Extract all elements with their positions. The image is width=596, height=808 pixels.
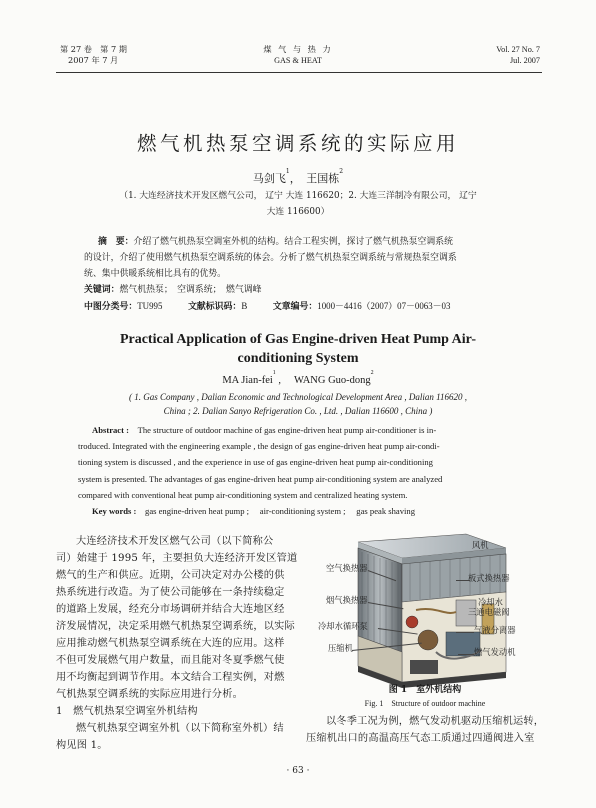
header-date-en: Jul. 2007 <box>509 56 540 65</box>
author-1-en: MA Jian-fei <box>222 375 273 386</box>
title-en <box>0 330 596 368</box>
abstract-cn <box>84 234 514 315</box>
article-no-value: 1000－4416（2007）07－0063－03 <box>317 301 451 311</box>
text-line: 司）始建于 1995 年，主要担负大连经济开发区管道 <box>56 553 298 564</box>
title-en-line2: conditioning System <box>237 351 359 366</box>
leader-line <box>458 654 474 655</box>
journal-title-en: GAS & HEAT <box>274 56 322 65</box>
label-three-way-valve: 三通电磁阀 <box>468 607 510 617</box>
leader-line <box>456 632 474 633</box>
affiliation-cn <box>0 188 596 220</box>
classification-line <box>84 298 514 315</box>
label-compressor: 压缩机 <box>328 643 353 653</box>
text-line: 的道路上发展，经充分市场调研并结合大连地区经 <box>56 604 285 615</box>
abstract-cn-line2: 的设计，介绍了使用燃气机热泵空调系统的体会。分析了燃气机热泵空调系统与常规热泵空调系 <box>84 253 457 263</box>
title-en-line1: Practical Application of Gas Engine-driven Heat Pump Air- <box>119 332 477 347</box>
abstract-cn-label: 摘 要： <box>98 237 134 247</box>
leader-line <box>456 580 470 581</box>
authors-en <box>0 372 596 387</box>
author-2-en: WANG Guo-dong <box>293 375 371 386</box>
clc-label: 中图分类号： <box>84 302 138 312</box>
keywords-cn-label: 关键词： <box>84 285 120 295</box>
author-1-sup: 1 <box>285 168 290 175</box>
abstract-en-line4: system is presented. The advantages of gas engine-driven heat pump air-conditioning system are analyzed <box>78 473 443 484</box>
label-cooling-water: 冷却水 <box>478 597 503 607</box>
affiliation-cn-line2: 大连 116600） <box>266 207 330 217</box>
text-line: 压缩机出口的高温高压气态工质通过四通阀进入室 <box>306 733 535 744</box>
text-line: 热系统进行改造。为了使公司能够在一条持续稳定 <box>56 587 285 598</box>
clc-value: TU995 <box>137 301 163 311</box>
abstract-en <box>78 422 518 519</box>
text-line: 不但可发展燃气用户数量，而且能对冬夏季燃气使 <box>56 655 285 666</box>
text-line: 大连经济技术开发区燃气公司（以下简称公 <box>76 536 274 547</box>
label-cooling-pump: 冷却水循环泵 <box>318 621 368 631</box>
journal-title-cn: 煤 气 与 热 力 <box>263 44 333 54</box>
author-2-en-sup: 2 <box>370 370 374 376</box>
author-separator: ， <box>289 172 307 185</box>
body-left-column <box>56 533 298 754</box>
figure-caption-cn: 图 1 室外机结构 <box>388 685 462 695</box>
text-line: 用不均衡起到调节作用。本文结合工程实例，对燃 <box>56 672 285 683</box>
label-flue-gas-heat-exchanger: 烟气换热器 <box>326 595 368 605</box>
author-1-en-sup: 1 <box>272 370 276 376</box>
header-date-cn: 2007 年 7 月 <box>68 55 119 65</box>
abstract-en-line5: compared with conventional heat pump air-conditioning system and centralized heating system. <box>78 489 408 500</box>
section-heading-1: 1 燃气机热泵空调室外机结构 <box>56 706 198 717</box>
page-number: · 63 · <box>286 766 310 776</box>
author-2-sup: 2 <box>339 168 344 175</box>
text-line: 燃气的生产和供应。近期，公司决定对办公楼的供 <box>56 570 285 581</box>
authors-cn <box>0 170 596 186</box>
figure-caption-en: Fig. 1 Structure of outdoor machine <box>364 699 486 708</box>
header-volume-cn: 第 27 卷 第 7 期 2007 年 7 月 <box>60 44 127 65</box>
author-1-cn: 马剑飞 <box>252 172 286 185</box>
affiliation-cn-line1: （1. 大连经济技术开发区燃气公司， 辽宁 大连 116620；2. 大连三洋制冷有限公司， 辽宁 <box>119 191 477 201</box>
doc-code-label: 文献标识码： <box>188 302 242 312</box>
text-line: 构见图 1。 <box>56 740 108 751</box>
abstract-en-line2: troduced. Integrated with the engineering example , the design of gas engine-driven heat pump air-condi- <box>78 441 440 452</box>
abstract-en-line3: tioning system is discussed , and the experience in use of gas engine-driven heat pump air-conditioning <box>78 457 433 468</box>
keywords-en-label: Key words : <box>92 506 137 517</box>
label-fan: 风机 <box>472 540 489 550</box>
body-right-column <box>306 713 544 747</box>
author-en-separator: , <box>275 375 294 386</box>
text-line: 气机热泵空调系统的实际应用进行分析。 <box>56 689 243 700</box>
text-line: 燃气机热泵空调室外机（以下简称室外机）结 <box>76 723 284 734</box>
abstract-cn-line3: 统、集中供暖系统相比具有的优势。 <box>84 269 226 279</box>
article-no-label: 文章编号： <box>272 302 318 312</box>
figure-1 <box>306 532 544 718</box>
header-rule <box>56 72 542 73</box>
keywords-en: gas engine-driven heat pump ; air-conditioning system ; gas peak shaving <box>145 506 416 517</box>
abstract-cn-line1: 介绍了燃气机热泵空调室外机的结构。结合工程实例，探讨了燃气机热泵空调系统 <box>133 237 453 247</box>
body-paragraph-1 <box>56 533 298 703</box>
body-paragraph-2 <box>56 720 292 754</box>
title-cn: 燃气机热泵空调系统的实际应用 <box>136 132 459 155</box>
affiliation-en-line2: China ; 2. Dalian Sanyo Refrigeration Co. , Ltd. , Dalian 116600 , China ) <box>163 406 433 416</box>
keywords-cn: 燃气机热泵； 空调系统； 燃气调峰 <box>119 285 262 295</box>
label-gas-engine: 燃气发动机 <box>474 647 516 657</box>
doc-code-value: B <box>241 301 248 311</box>
abstract-en-label: Abstract : <box>92 425 129 435</box>
affiliation-en <box>0 390 596 418</box>
label-air-heat-exchanger: 空气换热器 <box>326 563 368 573</box>
author-2-cn: 王国栋 <box>306 172 340 185</box>
text-line: 以冬季工况为例，燃气发动机驱动压缩机运转， <box>326 716 545 727</box>
text-line: 济发展情况，决定采用燃气机热泵空调系统，以实际 <box>56 621 295 632</box>
label-plate-heat-exchanger: 板式换热器 <box>468 573 510 583</box>
header-volume-en: Vol. 27 No. 7 Jul. 2007 <box>496 45 540 65</box>
text-line: 应用推动燃气机热泵空调系统在大连的应用。这样 <box>56 638 285 649</box>
affiliation-en-line1: ( 1. Gas Company , Dalian Economic and Technological Development Area , Dalian 116620 , <box>129 392 467 402</box>
label-gas-liquid-separator: 气液分离器 <box>474 625 516 635</box>
abstract-en-line1: The structure of outdoor machine of gas engine-driven heat pump air-conditioner is in- <box>137 425 437 435</box>
